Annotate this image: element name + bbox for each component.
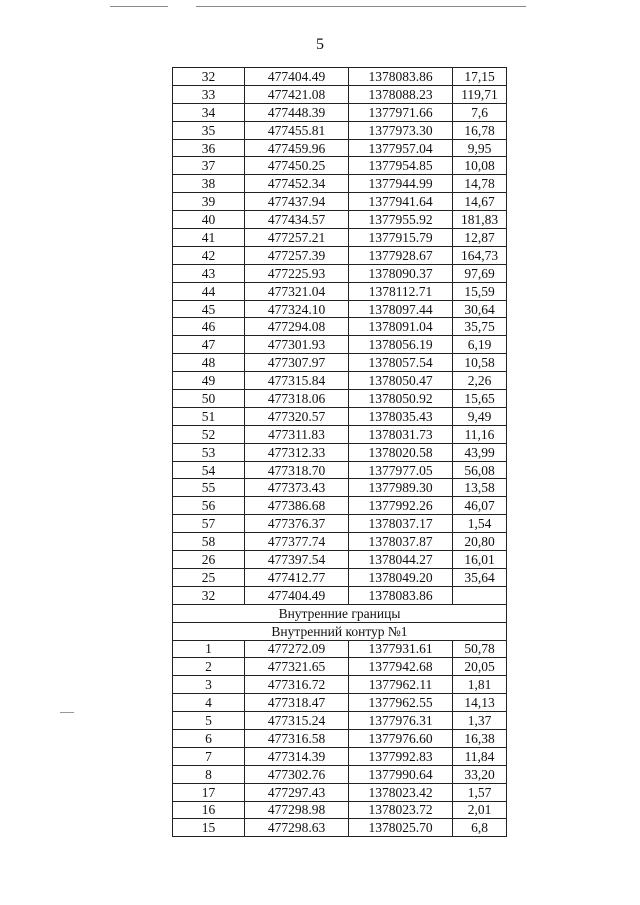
distance-cell: 56,08	[453, 461, 507, 479]
distance-cell: 11,84	[453, 747, 507, 765]
y-coordinate-cell: 1378020.58	[349, 443, 453, 461]
point-number-cell: 39	[173, 193, 245, 211]
distance-cell: 7,6	[453, 103, 507, 121]
y-coordinate-cell: 1377977.05	[349, 461, 453, 479]
point-number-cell: 41	[173, 229, 245, 247]
point-number-cell: 32	[173, 68, 245, 86]
table-row	[173, 264, 507, 282]
table-row	[173, 801, 507, 819]
x-coordinate-cell: 477421.08	[245, 85, 349, 103]
y-coordinate-cell: 1378037.87	[349, 533, 453, 551]
inner-contour-heading: Внутренний контур №1	[173, 622, 507, 640]
table-row	[173, 175, 507, 193]
x-coordinate-cell: 477257.39	[245, 246, 349, 264]
y-coordinate-cell: 1377928.67	[349, 246, 453, 264]
x-coordinate-cell: 477459.96	[245, 139, 349, 157]
x-coordinate-cell: 477373.43	[245, 479, 349, 497]
y-coordinate-cell: 1377944.99	[349, 175, 453, 193]
y-coordinate-cell: 1378090.37	[349, 264, 453, 282]
distance-cell	[453, 586, 507, 604]
table-row	[173, 568, 507, 586]
y-coordinate-cell: 1377941.64	[349, 193, 453, 211]
y-coordinate-cell: 1377962.11	[349, 676, 453, 694]
y-coordinate-cell: 1377976.60	[349, 729, 453, 747]
distance-cell: 2,01	[453, 801, 507, 819]
point-number-cell: 37	[173, 157, 245, 175]
y-coordinate-cell: 1377957.04	[349, 139, 453, 157]
x-coordinate-cell: 477302.76	[245, 765, 349, 783]
y-coordinate-cell: 1378050.47	[349, 372, 453, 390]
x-coordinate-cell: 477307.97	[245, 354, 349, 372]
x-coordinate-cell: 477272.09	[245, 640, 349, 658]
x-coordinate-cell: 477452.34	[245, 175, 349, 193]
point-number-cell: 49	[173, 372, 245, 390]
x-coordinate-cell: 477448.39	[245, 103, 349, 121]
table-row	[173, 246, 507, 264]
table-row	[173, 193, 507, 211]
top-rule-left	[110, 6, 168, 7]
table-row	[173, 479, 507, 497]
y-coordinate-cell: 1378112.71	[349, 282, 453, 300]
table-row	[173, 515, 507, 533]
table-row	[173, 318, 507, 336]
point-number-cell: 15	[173, 819, 245, 837]
distance-cell: 12,87	[453, 229, 507, 247]
x-coordinate-cell: 477321.04	[245, 282, 349, 300]
table-row	[173, 425, 507, 443]
x-coordinate-cell: 477376.37	[245, 515, 349, 533]
distance-cell: 46,07	[453, 497, 507, 515]
y-coordinate-cell: 1377955.92	[349, 211, 453, 229]
distance-cell: 10,08	[453, 157, 507, 175]
distance-cell: 30,64	[453, 300, 507, 318]
table-row	[173, 640, 507, 658]
distance-cell: 1,57	[453, 783, 507, 801]
point-number-cell: 40	[173, 211, 245, 229]
point-number-cell: 34	[173, 103, 245, 121]
x-coordinate-cell: 477318.06	[245, 390, 349, 408]
table-row	[173, 139, 507, 157]
contour-heading-row	[173, 622, 507, 640]
table-row	[173, 121, 507, 139]
x-coordinate-cell: 477314.39	[245, 747, 349, 765]
distance-cell: 10,58	[453, 354, 507, 372]
y-coordinate-cell: 1377942.68	[349, 658, 453, 676]
distance-cell: 9,95	[453, 139, 507, 157]
x-coordinate-cell: 477437.94	[245, 193, 349, 211]
point-number-cell: 55	[173, 479, 245, 497]
table-row	[173, 765, 507, 783]
point-number-cell: 52	[173, 425, 245, 443]
table-row	[173, 676, 507, 694]
x-coordinate-cell: 477225.93	[245, 264, 349, 282]
distance-cell: 33,20	[453, 765, 507, 783]
x-coordinate-cell: 477315.84	[245, 372, 349, 390]
y-coordinate-cell: 1377915.79	[349, 229, 453, 247]
point-number-cell: 16	[173, 801, 245, 819]
distance-cell: 17,15	[453, 68, 507, 86]
x-coordinate-cell: 477318.70	[245, 461, 349, 479]
distance-cell: 6,8	[453, 819, 507, 837]
table-row	[173, 551, 507, 569]
point-number-cell: 5	[173, 712, 245, 730]
margin-mark	[60, 712, 74, 713]
point-number-cell: 58	[173, 533, 245, 551]
point-number-cell: 42	[173, 246, 245, 264]
point-number-cell: 1	[173, 640, 245, 658]
point-number-cell: 36	[173, 139, 245, 157]
x-coordinate-cell: 477318.47	[245, 694, 349, 712]
distance-cell: 15,65	[453, 390, 507, 408]
point-number-cell: 54	[173, 461, 245, 479]
table-row	[173, 372, 507, 390]
x-coordinate-cell: 477386.68	[245, 497, 349, 515]
x-coordinate-cell: 477404.49	[245, 68, 349, 86]
x-coordinate-cell: 477321.65	[245, 658, 349, 676]
y-coordinate-cell: 1377931.61	[349, 640, 453, 658]
point-number-cell: 38	[173, 175, 245, 193]
y-coordinate-cell: 1378057.54	[349, 354, 453, 372]
y-coordinate-cell: 1378035.43	[349, 407, 453, 425]
distance-cell: 97,69	[453, 264, 507, 282]
y-coordinate-cell: 1377992.83	[349, 747, 453, 765]
distance-cell: 11,16	[453, 425, 507, 443]
distance-cell: 14,78	[453, 175, 507, 193]
y-coordinate-cell: 1378037.17	[349, 515, 453, 533]
page-number: 5	[316, 36, 324, 53]
table-row	[173, 461, 507, 479]
y-coordinate-cell: 1377989.30	[349, 479, 453, 497]
y-coordinate-cell: 1378025.70	[349, 819, 453, 837]
point-number-cell: 32	[173, 586, 245, 604]
x-coordinate-cell: 477434.57	[245, 211, 349, 229]
x-coordinate-cell: 477297.43	[245, 783, 349, 801]
point-number-cell: 25	[173, 568, 245, 586]
point-number-cell: 53	[173, 443, 245, 461]
point-number-cell: 6	[173, 729, 245, 747]
table-row	[173, 712, 507, 730]
distance-cell: 20,80	[453, 533, 507, 551]
point-number-cell: 17	[173, 783, 245, 801]
distance-cell: 1,54	[453, 515, 507, 533]
x-coordinate-cell: 477257.21	[245, 229, 349, 247]
x-coordinate-cell: 477320.57	[245, 407, 349, 425]
x-coordinate-cell: 477298.98	[245, 801, 349, 819]
distance-cell: 2,26	[453, 372, 507, 390]
y-coordinate-cell: 1378088.23	[349, 85, 453, 103]
distance-cell: 6,19	[453, 336, 507, 354]
point-number-cell: 44	[173, 282, 245, 300]
point-number-cell: 51	[173, 407, 245, 425]
table-row	[173, 300, 507, 318]
x-coordinate-cell: 477450.25	[245, 157, 349, 175]
point-number-cell: 4	[173, 694, 245, 712]
y-coordinate-cell: 1378031.73	[349, 425, 453, 443]
distance-cell: 164,73	[453, 246, 507, 264]
inner-contour-rows	[173, 640, 507, 837]
y-coordinate-cell: 1378023.72	[349, 801, 453, 819]
x-coordinate-cell: 477316.72	[245, 676, 349, 694]
table-row	[173, 390, 507, 408]
inner-boundary-header	[173, 604, 507, 640]
table-row	[173, 747, 507, 765]
point-number-cell: 8	[173, 765, 245, 783]
distance-cell: 181,83	[453, 211, 507, 229]
y-coordinate-cell: 1378050.92	[349, 390, 453, 408]
table-row	[173, 85, 507, 103]
top-rule-right	[196, 6, 526, 7]
y-coordinate-cell: 1378049.20	[349, 568, 453, 586]
y-coordinate-cell: 1377976.31	[349, 712, 453, 730]
y-coordinate-cell: 1378083.86	[349, 586, 453, 604]
point-number-cell: 26	[173, 551, 245, 569]
point-number-cell: 50	[173, 390, 245, 408]
table-row	[173, 354, 507, 372]
distance-cell: 14,67	[453, 193, 507, 211]
distance-cell: 1,37	[453, 712, 507, 730]
table-row	[173, 819, 507, 837]
point-number-cell: 57	[173, 515, 245, 533]
distance-cell: 50,78	[453, 640, 507, 658]
x-coordinate-cell: 477397.54	[245, 551, 349, 569]
x-coordinate-cell: 477324.10	[245, 300, 349, 318]
table-row	[173, 694, 507, 712]
table-row	[173, 103, 507, 121]
table-row	[173, 229, 507, 247]
distance-cell: 20,05	[453, 658, 507, 676]
table-row	[173, 497, 507, 515]
x-coordinate-cell: 477315.24	[245, 712, 349, 730]
x-coordinate-cell: 477455.81	[245, 121, 349, 139]
x-coordinate-cell: 477312.33	[245, 443, 349, 461]
point-number-cell: 47	[173, 336, 245, 354]
point-number-cell: 48	[173, 354, 245, 372]
distance-cell: 16,01	[453, 551, 507, 569]
y-coordinate-cell: 1378083.86	[349, 68, 453, 86]
table-row	[173, 729, 507, 747]
y-coordinate-cell: 1378023.42	[349, 783, 453, 801]
distance-cell: 16,38	[453, 729, 507, 747]
x-coordinate-cell: 477404.49	[245, 586, 349, 604]
point-number-cell: 7	[173, 747, 245, 765]
table-row	[173, 211, 507, 229]
x-coordinate-cell: 477377.74	[245, 533, 349, 551]
distance-cell: 1,81	[453, 676, 507, 694]
point-number-cell: 46	[173, 318, 245, 336]
point-number-cell: 2	[173, 658, 245, 676]
table-row	[173, 336, 507, 354]
distance-cell: 15,59	[453, 282, 507, 300]
section-heading-row	[173, 604, 507, 622]
table-row	[173, 68, 507, 86]
point-number-cell: 43	[173, 264, 245, 282]
y-coordinate-cell: 1378091.04	[349, 318, 453, 336]
x-coordinate-cell: 477412.77	[245, 568, 349, 586]
table-row	[173, 658, 507, 676]
y-coordinate-cell: 1377962.55	[349, 694, 453, 712]
x-coordinate-cell: 477294.08	[245, 318, 349, 336]
point-number-cell: 35	[173, 121, 245, 139]
point-number-cell: 3	[173, 676, 245, 694]
point-number-cell: 33	[173, 85, 245, 103]
y-coordinate-cell: 1377990.64	[349, 765, 453, 783]
distance-cell: 35,75	[453, 318, 507, 336]
x-coordinate-cell: 477298.63	[245, 819, 349, 837]
table-row	[173, 586, 507, 604]
table-row	[173, 282, 507, 300]
point-number-cell: 56	[173, 497, 245, 515]
distance-cell: 35,64	[453, 568, 507, 586]
y-coordinate-cell: 1378056.19	[349, 336, 453, 354]
x-coordinate-cell: 477311.83	[245, 425, 349, 443]
y-coordinate-cell: 1377973.30	[349, 121, 453, 139]
y-coordinate-cell: 1377992.26	[349, 497, 453, 515]
y-coordinate-cell: 1378097.44	[349, 300, 453, 318]
distance-cell: 13,58	[453, 479, 507, 497]
distance-cell: 43,99	[453, 443, 507, 461]
inner-boundaries-heading: Внутренние границы	[173, 604, 507, 622]
y-coordinate-cell: 1377954.85	[349, 157, 453, 175]
table-row	[173, 407, 507, 425]
outer-boundary-rows	[173, 68, 507, 605]
y-coordinate-cell: 1378044.27	[349, 551, 453, 569]
coordinates-table	[172, 67, 507, 837]
point-number-cell: 45	[173, 300, 245, 318]
table-row	[173, 443, 507, 461]
table-row	[173, 533, 507, 551]
table-row	[173, 157, 507, 175]
table-row	[173, 783, 507, 801]
distance-cell: 14,13	[453, 694, 507, 712]
distance-cell: 119,71	[453, 85, 507, 103]
x-coordinate-cell: 477316.58	[245, 729, 349, 747]
y-coordinate-cell: 1377971.66	[349, 103, 453, 121]
distance-cell: 9,49	[453, 407, 507, 425]
distance-cell: 16,78	[453, 121, 507, 139]
x-coordinate-cell: 477301.93	[245, 336, 349, 354]
